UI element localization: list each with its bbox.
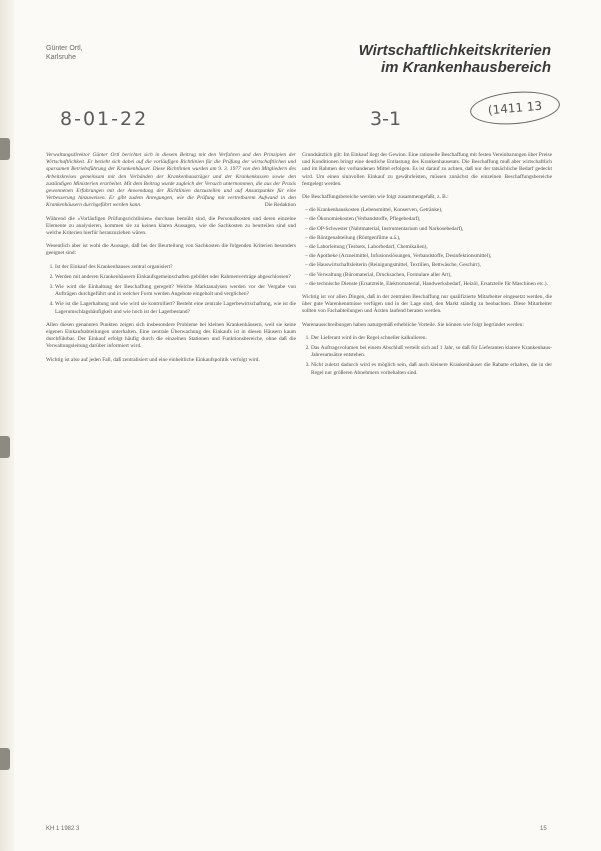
list-item: – die Ökonomiekosten (Verbandstoffe, Pflegebedarf), — [312, 216, 552, 223]
body-paragraph: Die Beschaffungsbereiche werden wie folgt zusammengefaßt, z. B.: — [302, 194, 449, 201]
list-item: – die Laborleitung (Testsets, Laborbedarf, Chemikalien), — [312, 244, 552, 251]
intro-text: Verwaltungsdirektor Günter Ortl berichtet sich in diesem Beitrag mit den Verfahren und den Prinzipien der Wirtschaftlichkeit. Er bezieht sich dabei auf die vorläufigen Richtlinien für die Prüfung der wirtschaftlichen und sparsamen Betriebsführung der Krankenhäuser. Diese Richtlinien wurden am 9. 3. 1977 von den Mitgliedern des Arbeitskreises gemeinsam mit den Verbänden der Krankenhausträger und der Krankenkassen sowie den zuständigen Ministerien erarbeitet. Mit dem Beitrag wurde zugleich der Versuch unternommen, die aus der Praxis gewonnenen Erfahrungen mit der Anwendung der Richtlinien darzustellen und auf Ansatzpunkte für eine Verbesserung hinzuweisen. Er gibt zudem Anregungen, wie die Prüfung mit vertretbarem Aufwand in den Krankenhäusern durchgeführt werden kann. — [46, 152, 296, 209]
criteria-list — [46, 264, 296, 316]
author-city: Karlsruhe — [46, 54, 76, 61]
list-item: – die Verwaltung (Büromaterial, Drucksachen, Formulare aller Art), — [312, 272, 552, 279]
article-title — [359, 42, 551, 76]
page-edge-shadow — [0, 0, 14, 851]
list-item: 3. Nicht zuletzt dadurch wird es möglich sein, daß auch kleinere Krankenhäuser die Rabatte erhalten, die in der Regel nur größeren Abnehmern vorbehalten sind. — [311, 362, 552, 376]
list-item: 4. Wie ist die Lagerhaltung und wie wird sie kontrolliert? Besteht eine zentrale Lagerbewirtschaftung, wie ist die Lagerumschlagshäufigkeit und wie hoch ist der Lagerbestand? — [55, 301, 296, 315]
handwritten-date: 8-01-22 — [60, 108, 149, 130]
binder-clip — [0, 748, 10, 770]
binder-clip — [0, 436, 10, 458]
body-paragraph: Wichtig ist vor allen Dingen, daß in der zentralen Beschaffung nur qualifizierte Mitarbeiter eingesetzt werden, die über gute Warenkenntnisse verfügen und in der Lage sind, den Markt ständig zu beobachten. Diese Mitarbeiter sollten von Fachabteilungen und Ärzten laufend beraten werden. — [302, 294, 552, 315]
handwritten-number: 3-1 — [370, 108, 402, 130]
list-item: 2. Das Auftragsvolumen bei einem Abschluß verteilt sich auf 1 Jahr, so daß für Lieferanten klarere Krankenhaus-Jahresumsätze entstehen. — [311, 345, 552, 359]
handwritten-stamp: (1411 13 — [469, 88, 561, 128]
page-number: 15 — [540, 826, 547, 832]
binder-clip — [0, 138, 10, 160]
author-block — [46, 44, 83, 62]
body-paragraph: Warenausschreibungen haben naturgemäß erhebliche Vorteile. Sie können wie folgt begründet werden: — [302, 321, 524, 328]
left-column — [46, 152, 296, 370]
list-item: 1. Der Lieferant wird in der Regel schneller kalkulieren. — [311, 335, 552, 342]
list-item: – die technische Dienste (Ersatzteile, Elektromaterial, Handwerksbedarf, Heizöl, Ersatzteile für Maschinen etc.). — [312, 281, 552, 288]
right-column — [302, 152, 552, 383]
body-paragraph: Grundsätzlich gilt: Im Einkauf liegt der Gewinn. Eine rationelle Beschaffung mit festen Vereinbarungen über Preise und Konditionen bringt eine deutliche Entlastung des Krankenhausetats. Die Beschaffung muß aber wirtschaftlich und im Rahmen der vorhandenen Mittel erfolgen. Es ist darauf zu achten, daß nur der tatsächliche Bedarf gedeckt wird. Um einen sinnvollen Einkauf zu gewährleisten, müssen zunächst die einzelnen Beschaffungsbereiche festgelegt werden. — [302, 152, 552, 187]
footer-issue: KH 1 1982 3 — [46, 826, 80, 832]
list-item: – die Hauswirtschaftsleiterin (Reinigungsmittel, Textilien, Bettwäsche, Geschirr), — [312, 262, 552, 269]
list-item: – die OP-Schwester (Nahtmaterial, Instrumentarium und Narkosebedarf), — [312, 226, 552, 233]
body-paragraph: Während die »Vorläufigen Prüfungsrichtlinien« durchaus bemüht sind, die Personalkosten und deren einzelne Elemente zu analysieren, kommen sie zu keinen klaren Aussagen, wie die Sachkosten zu beurteilen sind und welche Kriterien hierfür heranzuziehen wären. — [46, 215, 296, 237]
list-item: – die Krankenhauskosten (Lebensmittel, Konserven, Getränke), — [312, 207, 552, 214]
procurement-areas-list — [302, 207, 552, 288]
advantages-list — [302, 335, 552, 377]
list-item: 2. Werden mit anderen Krankenhäusern Einkaufsgemeinschaften gebildet oder Rahmenverträge abgeschlossen? — [55, 274, 296, 281]
body-paragraph: Wichtig ist also auf jeden Fall, daß zentralisiert und eine einheitliche Einkaufspolitik verfolgt wird. — [46, 356, 260, 363]
body-paragraph: Allen diesen genannten Punkten zeigen sich insbesondere Probleme bei kleinen Krankenhäusern, weil sie keine eigenen Einkaufsabteilungen unterhalten. Eine zentrale Überwachung des Einkaufs ist in diesen Häusern kaum durchführbar. Der Einkauf erfolgt häufig durch die einzelnen Stationen und Funktionsbereiche, ohne daß die Verwaltungsleitung darüber informiert wird. — [46, 321, 296, 350]
title-line-1: Wirtschaftlichkeitskriterien — [358, 42, 551, 59]
title-line-2: im Krankenhausbereich — [380, 59, 551, 76]
body-paragraph: Wesentlich aber ist wohl die Aussage, daß bei der Beurteilung von Sachkosten die folgenden Kriterien besonders geeignet sind: — [46, 243, 296, 257]
editorial-intro — [46, 152, 296, 210]
author-name: Günter Ortl, — [46, 45, 83, 52]
list-item: 3. Wie wird die Einhaltung der Beschaffung geregelt? Welche Marktanalysen werden vor der Vergabe von Aufträgen durchgeführt und in welcher Form werden Angebote eingeholt und verglichen? — [55, 284, 296, 298]
list-item: – die Röntgenabteilung (Röntgenfilme u.ä.), — [312, 235, 552, 242]
intro-signature: Die Redaktion — [264, 202, 296, 209]
list-item: 1. Ist der Einkauf des Krankenhauses zentral organisiert? — [55, 264, 296, 271]
list-item: – die Apotheke (Arzneimittel, Infusionslösungen, Verbandstoffe, Desinfektionsmittel), — [312, 253, 552, 260]
